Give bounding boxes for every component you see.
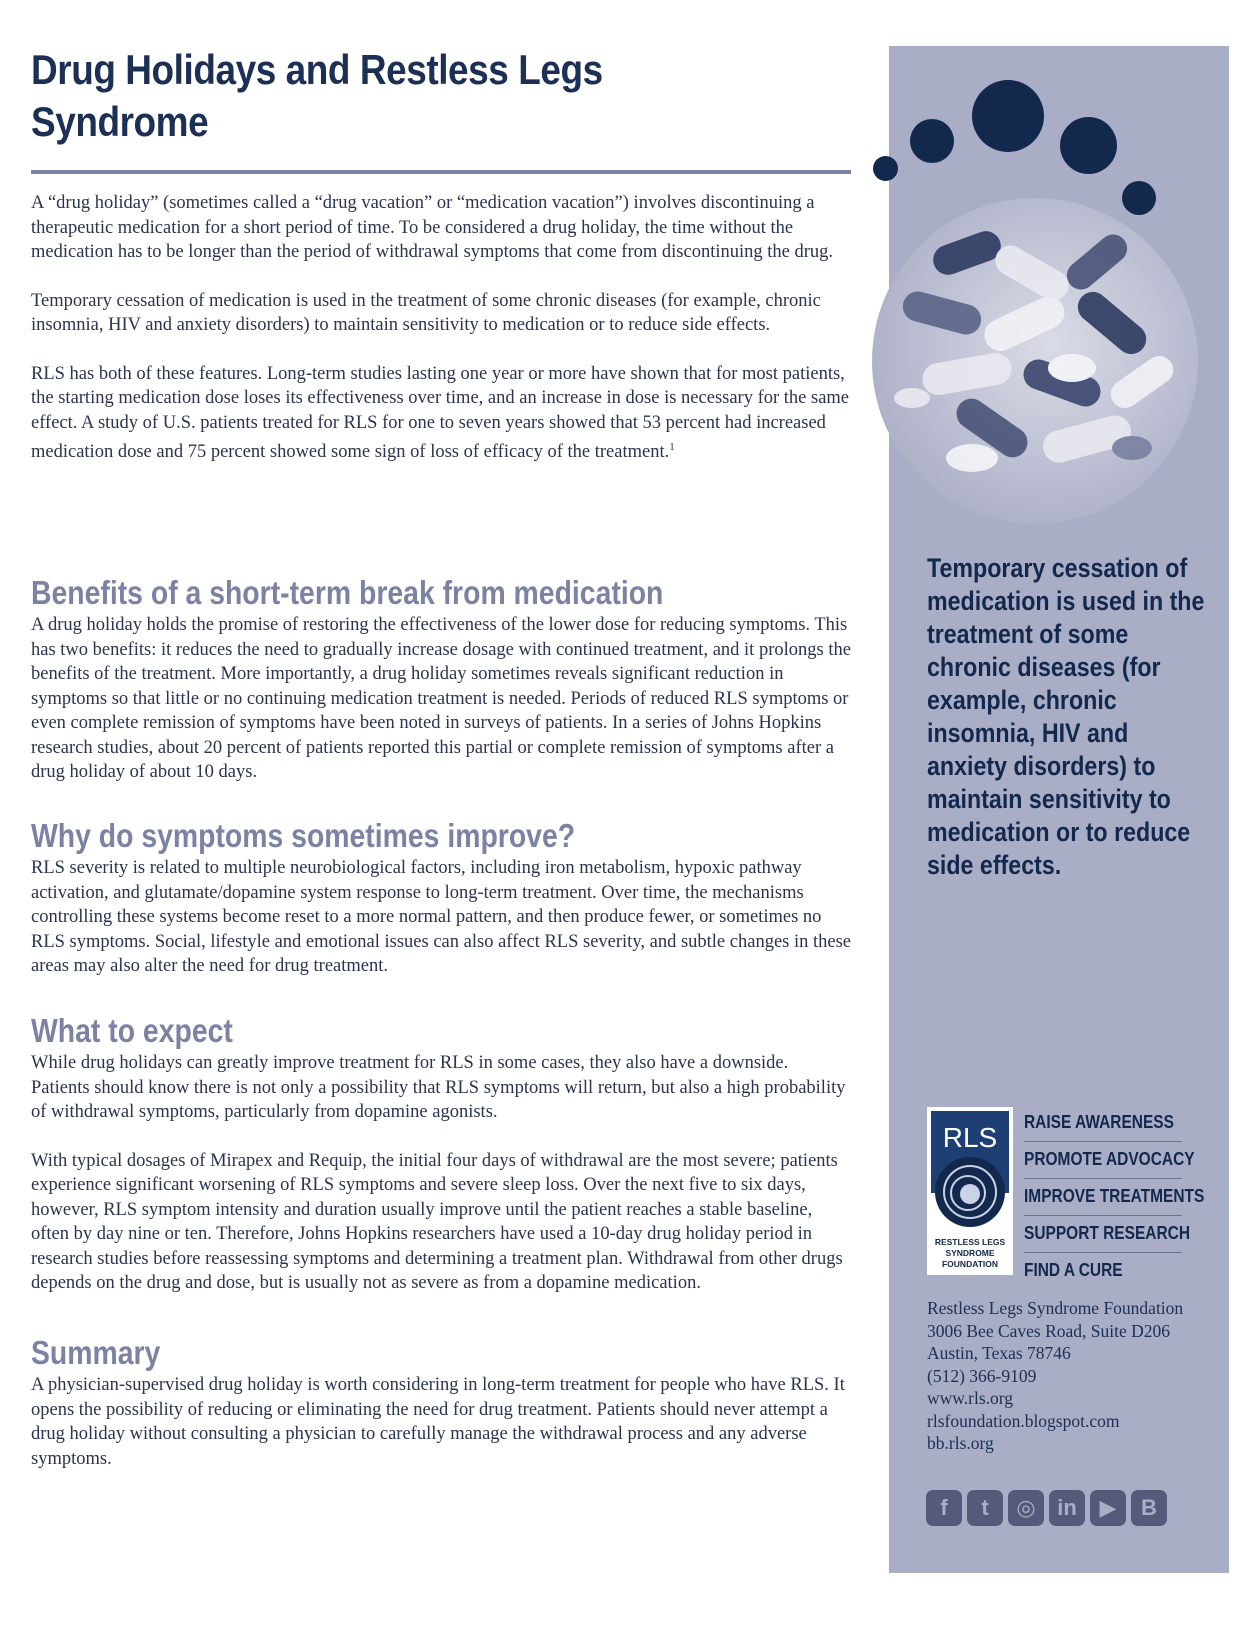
logo-line-2: SYNDROME [945,1248,995,1258]
expect-section [31,1013,851,1296]
intro-paragraph-3 [31,362,851,465]
footnote-marker: 1 [669,441,675,453]
benefits-section [31,575,851,785]
why-paragraph: RLS severity is related to multiple neurobiological factors, including iron metabolism, hypoxic pathway activation, and glutamate/dopamine system response to long-term treatment. Over time, the mechanisms controlling these systems become reset to a more normal pattern, and then produce fewer, or sometimes no RLS symptoms. Social, lifestyle and emotional issues can also affect RLS severity, and subtle changes in these areas may also alter the need for drug treatment. [31,858,852,976]
intro-paragraph-2: Temporary cessation of medication is used in the treatment of some chronic diseases (for example, chronic insomnia, HIV and anxiety disorders) to maintain sensitivity to medication or to reduce side effects. [31,290,821,335]
expect-heading: What to expect [31,1012,233,1049]
expect-paragraph-2: With typical dosages of Mirapex and Requip, the initial four days of withdrawal are the most severe; patients experience significant worsening of RLS symptoms and severe sleep loss. Over the next five to six days, however, RLS symptom intensity and duration usually improve until the patient reaches a stable baseline, often by day nine or ten. Therefore, Johns Hopkins researchers have used a 10-day drug holiday period in research studies before reassessing symptoms and determining a treatment plan. Withdrawal from other drugs depends on the drug and dose, but is usually not as severe as from a dopamine medication. [31,1150,843,1293]
contact-phone: (512) 366-9109 [927,1365,1037,1386]
contact-org: Restless Legs Syndrome Foundation [927,1298,1184,1318]
social-icons [926,1490,1176,1530]
benefits-paragraph: A drug holiday holds the promise of restoring the effectiveness of the lower dose for reducing symptoms. This has two benefits: it reduces the need to gradually increase dosage with continued treatment, and it prolongs the benefits of the treatment. More importantly, a drug holiday sometimes reveals significant reduction in symptoms so that little or no continuing medication treatment is needed. Periods of reduced RLS symptoms or even complete remission of symptoms have been noted in surveys of patients. In a series of Johns Hopkins research studies, about 20 percent of patients reported this partial or complete remission of symptoms after a drug holiday of about 10 days. [31,615,851,782]
decor-dot-large [972,80,1044,152]
benefits-heading: Benefits of a short-term break from medication [31,574,664,611]
page-title: Drug Holidays and Restless Legs Syndrome [31,46,603,145]
intro-paragraph-1: A “drug holiday” (sometimes called a “drug vacation” or “medication vacation”) involves discontinuing a therapeutic medication for a short period of time. To be considered a drug holiday, the time without the medication has to be longer than the period of withdrawal symptoms that come from discontinuing the drug. [31,193,834,262]
why-section [31,818,851,979]
instagram-icon[interactable]: ◎ [1008,1490,1044,1526]
linkedin-icon[interactable]: in [1049,1490,1085,1526]
decor-dot-left [910,119,954,163]
main-column [31,44,851,174]
logo-abbrev: RLS [931,1111,1009,1193]
pills-illustration [872,198,1198,524]
contact-address-1: 3006 Bee Caves Road, Suite D206 [927,1320,1171,1341]
facebook-icon[interactable]: f [926,1490,962,1526]
contact-block [927,1297,1217,1455]
expect-paragraph-1: While drug holidays can greatly improve treatment for RLS in some cases, they also have a downside. Patients should know there is not only a possibility that RLS symptoms will return, but also a high probability of withdrawal symptoms, particularly from dopamine agonists. [31,1053,846,1122]
contact-blog-link[interactable]: rlsfoundation.blogspot.com [927,1410,1120,1431]
title-divider [31,170,851,174]
contact-address-2: Austin, Texas 78746 [927,1343,1071,1363]
decor-dot-far-right [1122,181,1156,215]
decor-dot-small [873,156,898,181]
logo-caption [929,1237,1011,1270]
mission-item: FIND A CURE [1024,1260,1123,1280]
why-heading: Why do symptoms sometimes improve? [31,817,576,854]
intro-paragraph-3-text: RLS has both of these features. Long-term studies lasting one year or more have shown that for most patients, the starting medication dose loses its effectiveness over time, and an increase in dose is necessary for the same effect. A study of U.S. patients treated for RLS for one to seven years showed that 53 percent had increased medication dose and 75 percent showed some sign of loss of efficacy of the treatment. [31,363,850,463]
logo-emblem-icon [935,1157,1005,1227]
mission-item: IMPROVE TREATMENTS [1024,1179,1182,1216]
decor-dot-right [1060,117,1117,174]
contact-forum-link[interactable]: bb.rls.org [927,1433,994,1453]
blogger-icon[interactable]: B [1131,1490,1167,1526]
pills-photo [872,198,1198,524]
mission-item: SUPPORT RESEARCH [1024,1216,1182,1253]
twitter-icon[interactable]: t [967,1490,1003,1526]
intro-section [31,191,851,465]
summary-paragraph: A physician-supervised drug holiday is worth considering in long-term treatment for people who have RLS. It opens the possibility of reducing or eliminating the need for drug treatment. Patients should never attempt a drug holiday without consulting a physician to carefully manage the withdrawal process and any adverse symptoms. [31,1375,845,1469]
mission-item: RAISE AWARENESS [1024,1105,1182,1142]
mission-list [1024,1105,1205,1289]
youtube-icon[interactable]: ▶ [1090,1490,1126,1526]
mission-item: PROMOTE ADVOCACY [1024,1142,1182,1179]
rls-logo [927,1107,1013,1275]
summary-heading: Summary [31,1334,161,1371]
logo-line-3: FOUNDATION [941,1259,999,1269]
logo-line-1: RESTLESS LEGS [934,1237,1006,1247]
summary-section [31,1335,851,1471]
contact-web-link[interactable]: www.rls.org [927,1388,1014,1408]
pull-quote: Temporary cessation of medication is used in the treatment of some chronic diseases (for example, chronic insomnia, HIV and anxiety disorders) to maintain sensitivity to medication or to reduce side effects. [927,553,1205,880]
